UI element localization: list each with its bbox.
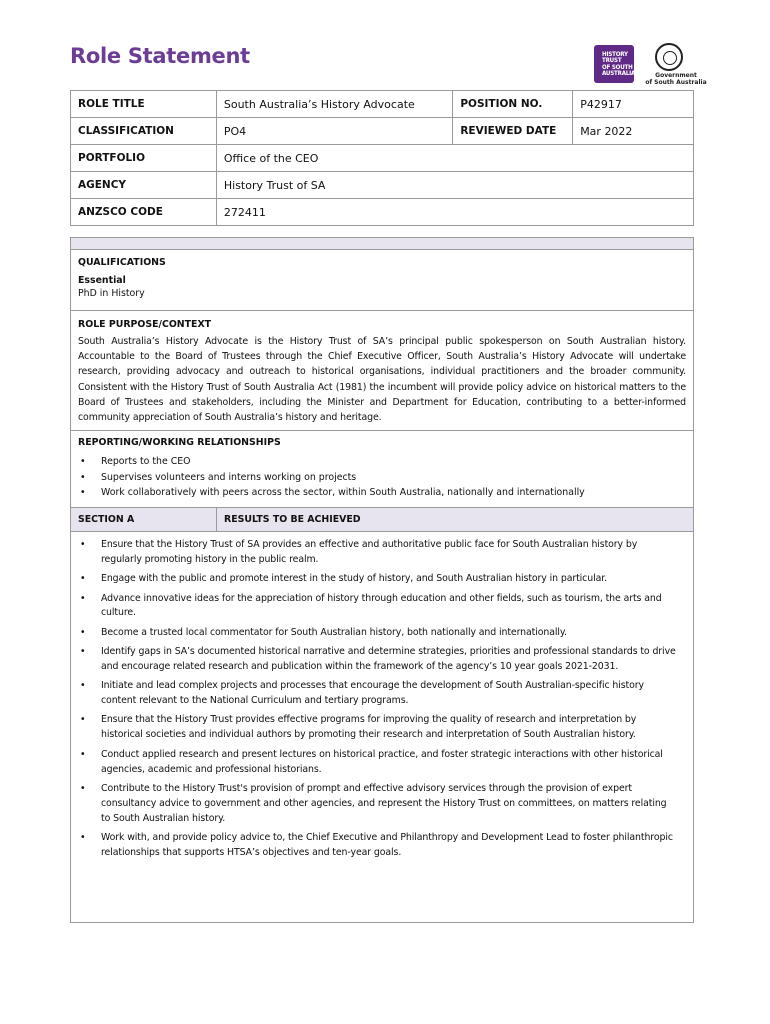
list-item: • Advance innovative ideas for the appreciation of history through education and other fields, such as tourism, the arts and culture. [78,592,686,622]
logo-line-2: TRUST [602,57,622,65]
list-item: • Identify gaps in SA’s documented historical narrative and determine strategies, priorities and professional standards to drive and encourage related research and publication within the framework of the agency’s 10 year goals 2021-2031. [78,645,686,675]
qualifications-heading: QUALIFICATIONS [78,257,166,268]
role-title-value: South Australia’s History Advocate [216,91,452,118]
agency-label: AGENCY [71,172,217,199]
list-item: • Engage with the public and promote interest in the study of history, and South Australian history in particular. [78,572,686,587]
top-band [71,238,693,250]
reviewed-date-label: REVIEWED DATE [453,118,573,145]
role-details-table [70,90,694,226]
classification-label: CLASSIFICATION [71,118,217,145]
list-item: • Ensure that the History Trust of SA provides an effective and authoritative public face for South Australian history by regularly promoting history in the public realm. [78,538,686,568]
list-item: • Ensure that the History Trust provides effective programs for improving the quality of research and interpretation by historical societies and individual authors by promoting their research and interpretation of South Australian history. [78,713,686,743]
classification-value: PO4 [216,118,452,145]
logo-line-4: AUSTRALIA [602,70,636,78]
position-no-label: POSITION NO. [453,91,573,118]
anzsco-label: ANZSCO CODE [71,199,217,226]
qualifications-section [71,250,693,311]
list-item: • Become a trusted local commentator for South Australian history, both nationally and internationally. [78,626,686,641]
list-item: • Initiate and lead complex projects and processes that encourage the development of South Australian-specific history content relevant to the National Curriculum and tertiary programs. [78,679,686,709]
section-a-label: SECTION A [71,508,217,531]
role-purpose-section [71,311,693,431]
relationships-list [78,454,686,501]
results-section [71,532,693,861]
essential-value: PhD in History [78,288,145,299]
gov-text-line-2: of South Australia [645,79,707,86]
reviewed-date-value: Mar 2022 [573,118,694,145]
results-list [78,538,686,861]
table-row [71,172,694,199]
table-row [71,91,694,118]
government-sa-logo [642,43,707,87]
logo-line-1: HISTORY [602,51,628,58]
results-label: RESULTS TO BE ACHIEVED [224,514,361,525]
page-title: Role Statement [70,44,250,68]
list-item: • Supervises volunteers and interns working on projects [78,470,686,486]
role-content-box [70,237,694,923]
relationships-section [71,431,693,508]
list-item: • Conduct applied research and present lectures on historical practice, and foster strategic interactions with other historical agencies, academic and professional historians. [78,748,686,778]
list-item: • Reports to the CEO [78,454,686,470]
crest-icon [655,43,683,71]
list-item: • Work with, and provide policy advice to, the Chief Executive and Philanthropy and Development Lead to foster philanthropic relationships that supports HTSA’s objectives and ten-year goals. [78,831,686,861]
portfolio-value: Office of the CEO [216,145,693,172]
role-purpose-heading: ROLE PURPOSE/CONTEXT [78,319,212,330]
table-row [71,199,694,226]
essential-label: Essential [78,275,126,286]
history-trust-logo [594,45,634,83]
section-a-header [71,508,693,532]
position-no-value: P42917 [573,91,694,118]
gov-text-line-1: Government [655,72,697,79]
role-title-label: ROLE TITLE [71,91,217,118]
table-row [71,145,694,172]
anzsco-value: 272411 [216,199,693,226]
government-logo-text [645,72,707,86]
role-purpose-text: South Australia’s History Advocate is the History Trust of SA’s principal public spokesperson on South Australian history. Accountable to the Board of Trustees through the Chief Executive Officer, South Australia’s History Advocate will undertake research, providing advocacy and outreach to historical organisations, individual practitioners and the broader community. Consistent with the History Trust of South Australia Act (1981) the incumbent will provide policy advice on historical matters to the Board of Trustees and stakeholders, including the Minister and Department for Education, contributing to a better-informed community appreciation of South Australia’s history and heritage. [78,336,686,424]
list-item: • Contribute to the History Trust's provision of prompt and effective advisory services through the provision of expert consultancy advice to government and other agencies, and represent the History Trust on committees, on matters relating to South Australian history. [78,782,686,827]
relationships-heading: REPORTING/WORKING RELATIONSHIPS [78,437,281,448]
list-item: • Work collaboratively with peers across the sector, within South Australia, nationally and internationally [78,485,686,501]
portfolio-label: PORTFOLIO [71,145,217,172]
logo-line-3: OF SOUTH [602,63,633,71]
agency-value: History Trust of SA [216,172,693,199]
table-row [71,118,694,145]
